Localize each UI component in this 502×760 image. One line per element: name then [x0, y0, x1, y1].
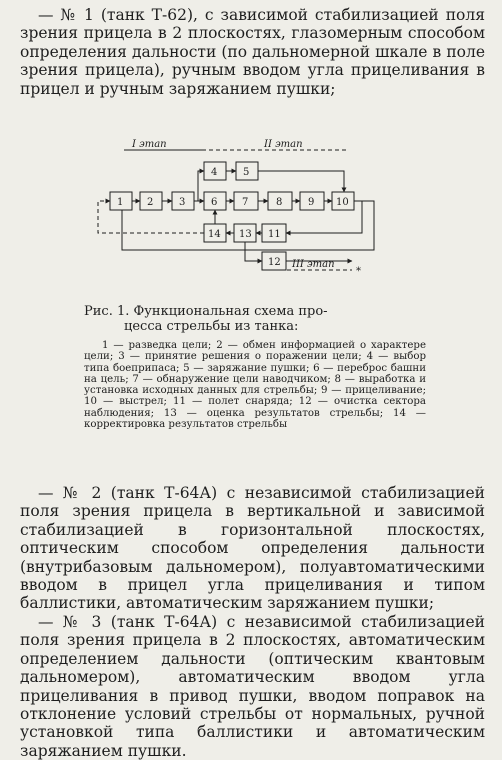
process-flow-diagram — [82, 136, 382, 278]
block-8-label: 8 — [276, 197, 283, 208]
block-14-label: 14 — [208, 229, 221, 240]
block-10-label: 10 — [336, 197, 349, 208]
stage3-label: III этап — [292, 259, 335, 270]
block-2-label: 2 — [147, 197, 154, 208]
figure-legend — [84, 340, 426, 430]
block-5-label: 5 — [243, 167, 250, 178]
block-4-label: 4 — [211, 167, 218, 178]
legend-text: 1 — разведка цели; 2 — обмен информацией о характере цели; 3 — принятие решения о поражении цели; 4 — выбор типа боеприпаса; 5 — заряжание пушки; 6 — переброс башни на цель; 7 — обнаружение цели наводчиком; 8 — выработка и установка исходных данных для стрельбы; 9 — прицеливание; 10 — выстрел; 11 — полет снаряда; 12 — очистка сектора наблюдения; 13 — оценка результатов стрельбы; 14 — корректировка результатов стрельбы — [84, 340, 426, 431]
block-9-label: 9 — [308, 197, 315, 208]
block-12-label: 12 — [268, 257, 281, 268]
end-mark: * — [356, 266, 361, 277]
caption-title — [84, 304, 426, 334]
block-3-label: 3 — [179, 197, 186, 208]
block-1-label: 1 — [117, 197, 124, 208]
caption-title-line2: цесса стрельбы из танка: — [124, 319, 299, 335]
paragraph-text: — № 3 (танк Т-64А) с независимой стабилизацией поля зрения прицела в 2 плоскостях, автоматическим определением дальности (оптическим квантовым дальномером), автоматическим вводом угла прицеливания в привод пушки, вводом поправок на отклонение условий стрельбы от нормальных, ручной установкой типа баллистики и автоматическим заряжанием пушки. — [20, 613, 485, 760]
paragraph-tank-2 — [20, 484, 485, 613]
paragraph-tank-1 — [20, 6, 485, 98]
stage1-label: I этап — [132, 139, 167, 150]
block-13-label: 13 — [239, 229, 252, 240]
stage2-label: II этап — [264, 139, 303, 150]
paragraph-text: — № 2 (танк Т-64А) с независимой стабилизацией поля зрения прицела в вертикальной и зависимой стабилизацией в горизонтальной плоскостях, оптическим способом определения дальности (внутрибазовым дальномером), полуавтоматическими вводом в прицел угла прицеливания и типом баллистики, автоматическим заряжанием пушки; — [20, 484, 485, 613]
block-7-label: 7 — [242, 197, 249, 208]
block-11-label: 11 — [268, 229, 281, 240]
paragraph-tank-3 — [20, 613, 485, 760]
figure-caption — [84, 304, 426, 334]
paragraph-text: — № 1 (танк Т-62), с зависимой стабилизацией поля зрения прицела в 2 плоскостях, глазомерным способом определения дальности (по дальномерной шкале в поле зрения прицела), ручным вводом угла прицеливания в прицел и ручным заряжанием пушки; — [20, 6, 485, 98]
caption-title-line1: Рис. 1. Функциональная схема про- — [84, 304, 328, 319]
block-6-label: 6 — [211, 197, 218, 208]
